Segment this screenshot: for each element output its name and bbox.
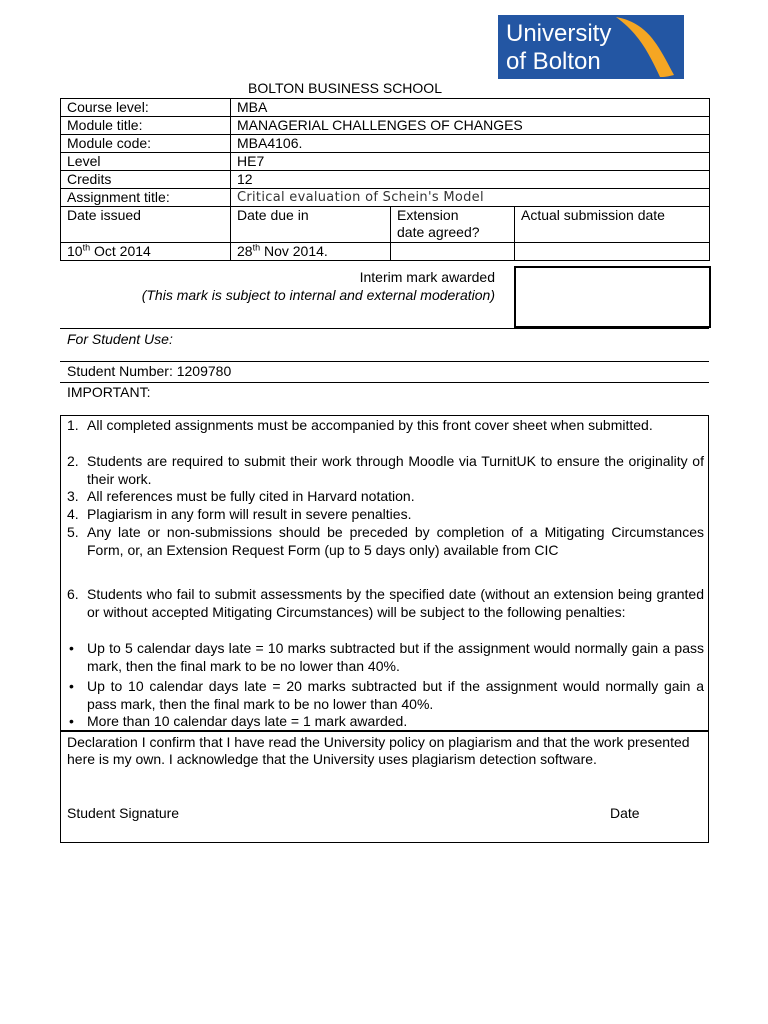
- extension-label-line2: date agreed?: [397, 224, 480, 240]
- module-title-label: Module title:: [61, 117, 231, 135]
- table-row: [61, 189, 710, 207]
- actual-submission-label: Actual submission date: [515, 207, 710, 243]
- table-row: [61, 207, 710, 243]
- mark-box-bottom-line: [514, 326, 711, 328]
- rule-text: Plagiarism in any form will result in severe penalties.: [87, 506, 412, 522]
- module-code-label: Module code:: [61, 135, 231, 153]
- penalty-text: More than 10 calendar days late = 1 mark awarded.: [87, 713, 408, 729]
- table-row: [61, 243, 710, 261]
- extension-label-line1: Extension: [397, 207, 459, 223]
- date-due-value: [231, 243, 391, 261]
- assignment-title-value: Critical evaluation of Schein's Model: [231, 189, 710, 207]
- due-rest: Nov 2014.: [260, 243, 328, 259]
- school-title: BOLTON BUSINESS SCHOOL: [248, 80, 442, 96]
- interim-text: [142, 268, 495, 304]
- logo-text-of-bolton: of Bolton: [506, 48, 601, 75]
- rule-number: 1.: [67, 417, 79, 433]
- list-item: [67, 586, 704, 621]
- course-level-value: MBA: [231, 99, 710, 117]
- penalty-text: Up to 5 calendar days late = 10 marks subtracted but if the assignment would normally gain a pass mark, then the final mark to be no lower than 40%.: [87, 640, 704, 674]
- assignment-title-label: Assignment title:: [61, 189, 231, 207]
- due-day: 28: [237, 243, 253, 259]
- declaration-box: [60, 730, 709, 843]
- list-item: [67, 417, 704, 435]
- list-item: [67, 640, 704, 675]
- important-heading: IMPORTANT:: [67, 384, 151, 400]
- date-label: Date: [610, 805, 640, 821]
- due-suffix: th: [252, 242, 261, 253]
- rule-number: 6.: [67, 586, 79, 602]
- rule-number: 4.: [67, 506, 79, 522]
- issued-rest: Oct 2014: [90, 243, 151, 259]
- logo-text-university: University: [506, 20, 612, 47]
- date-due-label: Date due in: [231, 207, 391, 243]
- list-item: [67, 488, 704, 506]
- interim-mark-label: Interim mark awarded: [359, 269, 495, 285]
- rule-number: 5.: [67, 524, 79, 540]
- rule-text: All references must be fully cited in Harvard notation.: [87, 488, 415, 504]
- actual-submission-value: [515, 243, 710, 261]
- level-value: HE7: [231, 153, 710, 171]
- divider: [60, 382, 709, 383]
- interim-mark-note: (This mark is subject to internal and external moderation): [141, 287, 495, 303]
- assignment-details-table: [60, 98, 710, 261]
- rule-number: 3.: [67, 488, 79, 504]
- rule-number: 2.: [67, 453, 79, 469]
- bullet-icon: •: [69, 713, 74, 729]
- course-level-label: Course level:: [61, 99, 231, 117]
- table-row: [61, 99, 710, 117]
- student-number: Student Number: 1209780: [67, 363, 232, 379]
- credits-value: 12: [231, 171, 710, 189]
- extension-value: [391, 243, 515, 261]
- student-signature-label: Student Signature: [67, 805, 180, 821]
- list-item: [67, 453, 704, 488]
- list-item: [67, 713, 704, 731]
- rule-text: Students are required to submit their work through Moodle via TurnitUK to ensure the originality of their work.: [87, 453, 704, 487]
- module-code-value: MBA4106.: [231, 135, 710, 153]
- rule-text: All completed assignments must be accompanied by this front cover sheet when submitted.: [87, 417, 653, 433]
- interim-mark-section: [60, 265, 709, 329]
- credits-label: Credits: [61, 171, 231, 189]
- table-row: [61, 171, 710, 189]
- university-logo: [498, 15, 684, 79]
- level-label: Level: [61, 153, 231, 171]
- bullet-icon: •: [69, 640, 74, 656]
- module-title-value: MANAGERIAL CHALLENGES OF CHANGES: [231, 117, 710, 135]
- list-item: [67, 678, 704, 713]
- rule-text: Any late or non-submissions should be preceded by completion of a Mitigating Circumstances Form, or, an Extension Request Form (up to 5 days only) available from CIC: [87, 524, 704, 558]
- extension-label: [391, 207, 515, 243]
- table-row: [61, 153, 710, 171]
- issued-suffix: th: [82, 242, 91, 253]
- table-row: [61, 135, 710, 153]
- table-row: [61, 117, 710, 135]
- list-item: [67, 524, 704, 559]
- bullet-icon: •: [69, 678, 74, 694]
- penalty-text: Up to 10 calendar days late = 20 marks subtracted but if the assignment would normally gain a pass mark, then the final mark to be no lower than 40%.: [87, 678, 704, 712]
- date-issued-value: [61, 243, 231, 261]
- for-student-use-label: For Student Use:: [67, 331, 173, 347]
- issued-day: 10: [67, 243, 83, 259]
- date-issued-label: Date issued: [61, 207, 231, 243]
- declaration-text: Declaration I confirm that I have read the University policy on plagiarism and that the work presented here is my own. I acknowledge that the University uses plagiarism detection software.: [67, 734, 690, 767]
- list-item: [67, 506, 704, 524]
- rule-text: Students who fail to submit assessments by the specified date (without an extension being granted or without accepted Mitigating Circumstances) will be subject to the following penalties:: [87, 586, 704, 620]
- important-rules-box: [60, 415, 709, 732]
- divider: [60, 361, 709, 362]
- interim-mark-box[interactable]: [514, 266, 711, 327]
